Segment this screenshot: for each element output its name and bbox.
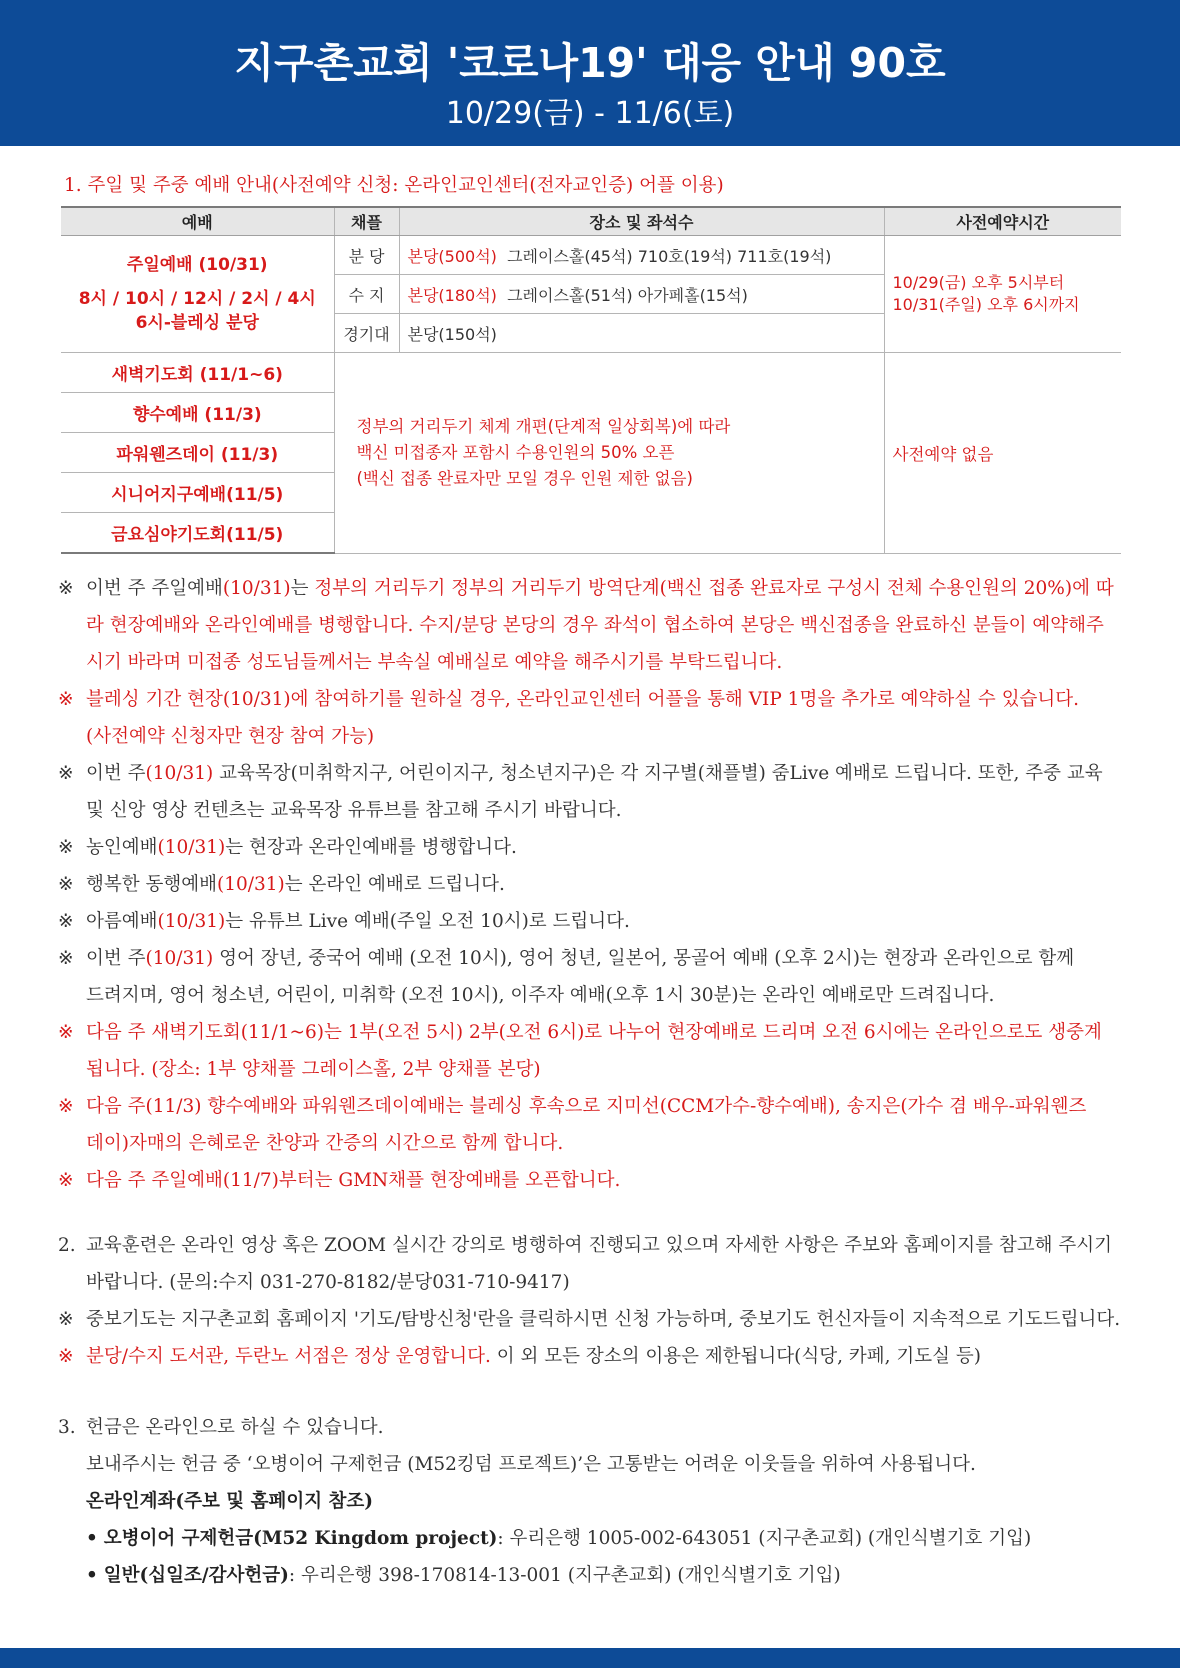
location-seats: 본당(150석) — [399, 314, 884, 353]
location-seats — [399, 236, 884, 275]
chapel-name: 경기대 — [334, 314, 399, 353]
notice-text: 드려지며, 영어 청소년, 어린이, 미취학 (오전 10시), 이주자 예배(오후 1시 30분)는 온라인 예배로만 드려집니다. — [86, 985, 995, 1006]
highlight-text: (10/31) — [157, 911, 226, 932]
notice-text: 이번 주 — [86, 948, 146, 969]
notice-text: 이번 주 주일예배 — [86, 578, 223, 599]
section2-note — [58, 1301, 1122, 1338]
table-header-row — [61, 207, 1121, 236]
facility-open-note: 분당/수지 도서관, 두란노 서점은 정상 운영합니다. — [86, 1346, 491, 1367]
notice-item — [58, 755, 1122, 829]
bullet: • — [86, 1565, 98, 1586]
notice-item — [58, 1162, 1122, 1199]
notice-text: 아름예배 — [86, 911, 158, 932]
note-marker: ※ — [58, 1022, 74, 1043]
account-item — [58, 1520, 1122, 1557]
highlight-text: 데이)자매의 은혜로운 찬양과 간증의 시간으로 함께 합니다. — [86, 1133, 564, 1154]
note-marker: ※ — [58, 1346, 74, 1367]
notice-line — [86, 570, 1122, 607]
notice-text: 영어 장년, 중국어 예배 (오전 10시), 영어 청년, 일본어, 몽골어 예배 (오후 2시)는 현장과 온라인으로 함께 — [213, 948, 1075, 969]
highlight-text: 블레싱 기간 현장(10/31)에 참여하기를 원하실 경우, 온라인교인센터 어플을 통해 VIP 1명을 추가로 예약하실 수 있습니다. — [86, 689, 1080, 710]
page-title: 지구촌교회 '코로나19' 대응 안내 90호 — [234, 39, 946, 87]
notice-line — [86, 755, 1122, 792]
notice-text: 및 신앙 영상 컨텐츠는 교육목장 유튜브를 참고해 주시기 바랍니다. — [86, 800, 622, 821]
highlight-text: 다음 주(11/3) 향수예배와 파워웬즈데이예배는 블레싱 후속으로 지미선(CCM가수-향수예배), 송지은(가수 겸 배우-파워웬즈 — [86, 1096, 1087, 1117]
notice-item — [58, 1088, 1122, 1162]
account-label: 오병이어 구제헌금(M52 Kingdom project) — [103, 1528, 498, 1549]
col-header-service: 예배 — [61, 207, 334, 236]
intercession-note: 중보기도는 지구촌교회 홈페이지 '기도/탐방신청'란을 클릭하시면 신청 가능하며, 중보기도 헌신자들이 지속적으로 기도드립니다. — [86, 1309, 1121, 1330]
notice-line — [86, 792, 1122, 829]
notice-line — [86, 977, 1122, 1014]
notice-line — [86, 829, 1122, 866]
table-row — [61, 236, 1121, 275]
main-hall: 본당(500석) — [407, 246, 497, 266]
highlight-text: (사전예약 신청자만 현장 참여 가능) — [86, 726, 375, 747]
sunday-service-cell — [61, 236, 334, 353]
notice-line — [86, 940, 1122, 977]
date-range: 10/29(금) - 11/6(토) — [445, 96, 735, 131]
note-marker: ※ — [58, 1096, 74, 1117]
note-marker: ※ — [58, 837, 74, 858]
highlight-text: 정부의 거리두기 정부의 거리두기 방역단계(백신 접종 완료자로 구성시 전체 수용인원의 20%)에 따 — [314, 578, 1114, 599]
weekday-capacity-note: 정부의 거리두기 체계 개편(단계적 일상회복)에 따라 백신 미접종자 포함시 수용인원의 50% 오픈 (백신 접종 완료자만 모일 경우 인원 제한 없음) — [334, 353, 884, 554]
col-header-location: 장소 및 좌석수 — [399, 207, 884, 236]
page-header — [0, 0, 1180, 146]
section3-line: 헌금은 온라인으로 하실 수 있습니다. — [86, 1417, 384, 1438]
section3 — [58, 1409, 1122, 1594]
note-marker: ※ — [58, 1170, 74, 1191]
section2-line: 교육훈련은 온라인 영상 혹은 ZOOM 실시간 강의로 병행하여 진행되고 있으며 자세한 사항은 주보와 홈페이지를 참고해 주시기 — [86, 1235, 1113, 1256]
account-label: 일반(십일조/감사헌금) — [103, 1565, 289, 1586]
note-marker: ※ — [58, 689, 74, 710]
notice-text: 는 현장과 온라인예배를 병행합니다. — [225, 837, 517, 858]
main-hall: 본당(180석) — [407, 285, 497, 305]
notice-line — [86, 903, 1122, 940]
highlight-text: (10/31) — [157, 837, 226, 858]
notice-line — [86, 1051, 1122, 1088]
highlight-text: 됩니다. (장소: 1부 양채플 그레이스홀, 2부 양채플 본당) — [86, 1059, 541, 1080]
note-marker: ※ — [58, 911, 74, 932]
col-header-chapel: 채플 — [334, 207, 399, 236]
facility-restricted-note: 이 외 모든 장소의 이용은 제한됩니다(식당, 카페, 기도실 등) — [490, 1346, 981, 1367]
section1-notes — [58, 570, 1122, 1199]
section3-line: 보내주시는 헌금 중 ‘오병이어 구제헌금 (M52킹덤 프로젝트)’은 고통받는 어려운 이웃들을 위하여 사용됩니다. — [86, 1454, 976, 1475]
notice-item — [58, 903, 1122, 940]
section1-title: 1. 주일 및 주중 예배 안내(사전예약 신청: 온라인교인센터(전자교인증) 어플 이용) — [64, 175, 724, 196]
notice-line — [86, 644, 1122, 681]
weekday-service-name: 금요심야기도회(11/5) — [61, 513, 334, 554]
note-marker: ※ — [58, 763, 74, 784]
weekday-reservation: 사전예약 없음 — [884, 353, 1121, 554]
notice-item — [58, 829, 1122, 866]
chapel-name: 분 당 — [334, 236, 399, 275]
notice-line — [86, 1162, 1122, 1199]
notice-text: 교육목장(미취학지구, 어린이지구, 청소년지구)은 각 지구별(채플별) 줌Live 예배로 드립니다. 또한, 주중 교육 — [213, 763, 1103, 784]
highlight-text: (10/31) — [145, 763, 214, 784]
weekday-service-name: 시니어지구예배(11/5) — [61, 473, 334, 513]
notice-item — [58, 570, 1122, 681]
section-number: 2. — [58, 1235, 76, 1256]
highlight-text: (10/31) — [145, 948, 214, 969]
highlight-text: 다음 주 새벽기도회(11/1~6)는 1부(오전 5시) 2부(오전 6시)로 나누어 현장예배로 드리며 오전 6시에는 온라인으로도 생중계 — [86, 1022, 1102, 1043]
sunday-service-name: 주일예배 (10/31) — [126, 255, 268, 275]
other-halls: 그레이스홀(45석) 710호(19석) 711호(19석) — [507, 246, 832, 266]
weekday-service-name: 파워웬즈데이 (11/3) — [61, 433, 334, 473]
notice-text: 이번 주 — [86, 763, 146, 784]
highlight-text: 다음 주 주일예배(11/7)부터는 GMN채플 현장예배를 오픈합니다. — [86, 1170, 621, 1191]
notice-line — [86, 1088, 1122, 1125]
accounts-title: 온라인계좌(주보 및 홈페이지 참조) — [86, 1491, 374, 1512]
account-detail: : 우리은행 1005-002-643051 (지구촌교회) (개인식별기호 기입) — [497, 1528, 1032, 1549]
section2-note — [58, 1338, 1122, 1375]
notice-line — [86, 607, 1122, 644]
notice-line — [86, 1125, 1122, 1162]
note-marker: ※ — [58, 578, 74, 599]
notice-item — [58, 866, 1122, 903]
notice-line — [86, 681, 1122, 718]
section2-line: 바랍니다. (문의:수지 031-270-8182/분당031-710-9417) — [86, 1272, 570, 1293]
note-marker: ※ — [58, 948, 74, 969]
section-number: 3. — [58, 1417, 76, 1438]
highlight-text: 시기 바라며 미접종 성도님들께서는 부속실 예배실로 예약을 해주시기를 부탁드립니다. — [86, 652, 783, 673]
weekday-service-name: 향수예배 (11/3) — [61, 393, 334, 433]
highlight-text: 라 현장예배와 온라인예배를 병행합니다. 수지/분당 본당의 경우 좌석이 협소하여 본당은 백신접종을 완료하신 분들이 예약해주 — [86, 615, 1104, 636]
notice-text: 는 유튜브 Live 예배(주일 오전 10시)로 드립니다. — [225, 911, 630, 932]
sunday-service-times: 8시 / 10시 / 12시 / 2시 / 4시 — [78, 289, 316, 309]
service-table — [61, 206, 1121, 554]
account-item — [58, 1557, 1122, 1594]
footer-bar — [0, 1648, 1180, 1668]
sunday-reservation: 10/29(금) 오후 5시부터 10/31(주일) 오후 6시까지 — [884, 236, 1121, 353]
notice-item — [58, 681, 1122, 755]
note-marker: ※ — [58, 1309, 74, 1330]
notice-item — [58, 940, 1122, 1014]
section3-paragraph — [58, 1409, 1122, 1446]
notice-text: 는 — [290, 578, 315, 599]
account-detail: : 우리은행 398-170814-13-001 (지구촌교회) (개인식별기호 기입) — [288, 1565, 841, 1586]
col-header-reservation: 사전예약시간 — [884, 207, 1121, 236]
notice-line — [86, 866, 1122, 903]
notice-item — [58, 1014, 1122, 1088]
weekday-service-name: 새벽기도회 (11/1~6) — [61, 353, 334, 393]
other-halls: 그레이스홀(51석) 아가페홀(15석) — [507, 285, 748, 305]
notice-text: 농인예배 — [86, 837, 158, 858]
section2-paragraph — [58, 1227, 1122, 1301]
notice-line — [86, 1014, 1122, 1051]
sunday-blessing-time: 6시-블레싱 분당 — [135, 313, 259, 333]
section2 — [58, 1227, 1122, 1375]
bullet: • — [86, 1528, 98, 1549]
notice-line — [86, 718, 1122, 755]
table-row — [61, 353, 1121, 393]
notice-text: 는 온라인 예배로 드립니다. — [284, 874, 505, 895]
notice-text: 행복한 동행예배 — [86, 874, 217, 895]
highlight-text: (10/31) — [222, 578, 291, 599]
note-marker: ※ — [58, 874, 74, 895]
chapel-name: 수 지 — [334, 275, 399, 314]
location-seats — [399, 275, 884, 314]
highlight-text: (10/31) — [216, 874, 285, 895]
